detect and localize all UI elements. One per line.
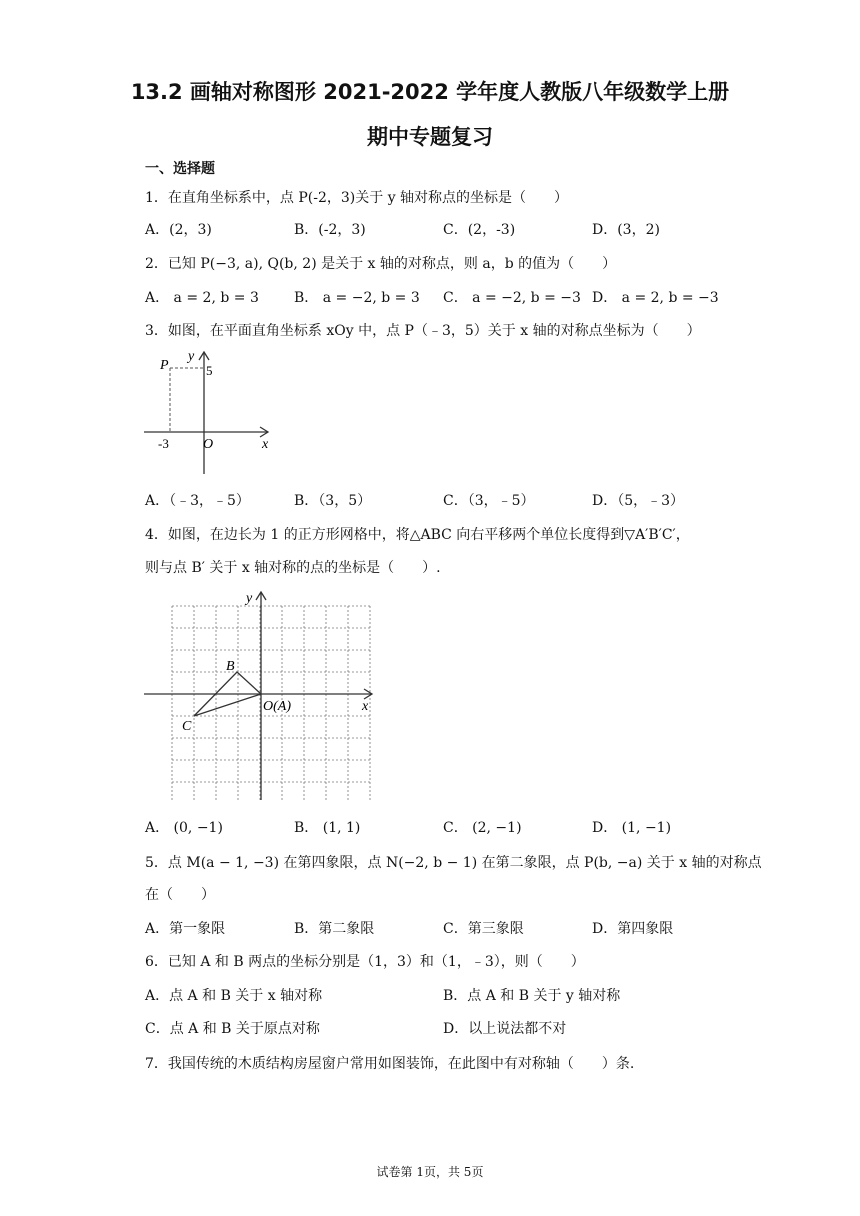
- q3-label-5: 5: [206, 363, 213, 378]
- q3-option-c: C．（3，﹣5）: [443, 493, 535, 509]
- question-6-stem: 6．已知 A 和 B 两点的坐标分别是（1，3）和（1，﹣3），则（ ）: [145, 954, 585, 970]
- page-title-line2: 期中专题复习: [367, 125, 493, 149]
- question-3-stem: 3．如图，在平面直角坐标系 xOy 中，点 P（﹣3，5）关于 x 轴的对称点坐标为（ ）: [145, 323, 701, 339]
- q3-label-o: O: [203, 437, 214, 452]
- q2-option-c: C． a = −2, b = −3: [443, 290, 581, 306]
- question-5-stem-line1: 5．点 M(a − 1, −3) 在第四象限，点 N(−2, b − 1) 在第二象限，点 P(b, −a) 关于 x 轴的对称点: [145, 855, 762, 871]
- q4-label-y: y: [246, 591, 253, 606]
- question-1-stem: 1．在直角坐标系中，点 P(-2，3)关于 y 轴对称点的坐标是（ ）: [145, 190, 569, 206]
- q3-option-d: D．（5，﹣3）: [592, 493, 685, 509]
- q4-label-b: B: [226, 659, 235, 674]
- question-2-stem: 2．已知 P(−3, a), Q(b, 2) 是关于 x 轴的对称点，则 a，b 的值为（ ）: [145, 256, 617, 272]
- q4-label-c: C: [182, 719, 192, 734]
- q1-option-d: D．(3，2): [592, 222, 660, 238]
- q4-option-b: B． (1, 1): [294, 820, 361, 836]
- q4-label-x: x: [362, 699, 369, 714]
- q1-option-b: B．(-2，3): [294, 222, 366, 238]
- q3-option-b: B．（3，5）: [294, 493, 372, 509]
- q6-option-c: C．点 A 和 B 关于原点对称: [145, 1021, 320, 1037]
- question-4-stem-line2: 则与点 B′ 关于 x 轴对称的点的坐标是（ ）.: [145, 560, 441, 576]
- q5-option-d: D．第四象限: [592, 921, 674, 937]
- q3-label-y: y: [188, 349, 195, 364]
- q6-option-b: B．点 A 和 B 关于 y 轴对称: [443, 988, 621, 1004]
- q3-label-x: x: [262, 437, 269, 452]
- q5-option-c: C．第三象限: [443, 921, 524, 937]
- q4-option-a: A． (0, −1): [145, 820, 223, 836]
- section-heading: 一、选择题: [145, 161, 215, 177]
- q1-option-c: C．(2，-3): [443, 222, 516, 238]
- q2-option-a: A． a = 2, b = 3: [145, 290, 259, 306]
- q6-option-d: D．以上说法都不对: [443, 1021, 567, 1037]
- page-title-line1: 13.2 画轴对称图形 2021-2022 学年度人教版八年级数学上册: [130, 80, 730, 104]
- q5-option-b: B．第二象限: [294, 921, 375, 937]
- page-footer: 试卷第 1页，共 5页: [376, 1165, 484, 1179]
- q5-option-a: A．第一象限: [145, 921, 226, 937]
- question-4-stem-line1: 4．如图，在边长为 1 的正方形网格中，将△ABC 向右平移两个单位长度得到▽A′B′C′，: [145, 527, 690, 543]
- q2-option-d: D． a = 2, b = −3: [592, 290, 719, 306]
- question-7-stem: 7．我国传统的木质结构房屋窗户常用如图装饰，在此图中有对称轴（ ）条.: [145, 1056, 635, 1072]
- q3-option-a: A．（﹣3，﹣5）: [145, 493, 250, 509]
- q4-label-oa: O(A): [263, 699, 291, 714]
- question-5-stem-line2: 在（ ）: [145, 887, 215, 903]
- q4-option-c: C． (2, −1): [443, 820, 522, 836]
- q4-option-d: D． (1, −1): [592, 820, 672, 836]
- q1-option-a: A．(2，3): [145, 222, 212, 238]
- q6-option-a: A．点 A 和 B 关于 x 轴对称: [145, 988, 323, 1004]
- q4-grid-figure: [140, 588, 380, 802]
- q3-coordinate-figure: [140, 348, 280, 478]
- q3-label-neg3: -3: [158, 436, 169, 451]
- q2-option-b: B． a = −2, b = 3: [294, 290, 420, 306]
- q3-label-p: P: [160, 358, 169, 373]
